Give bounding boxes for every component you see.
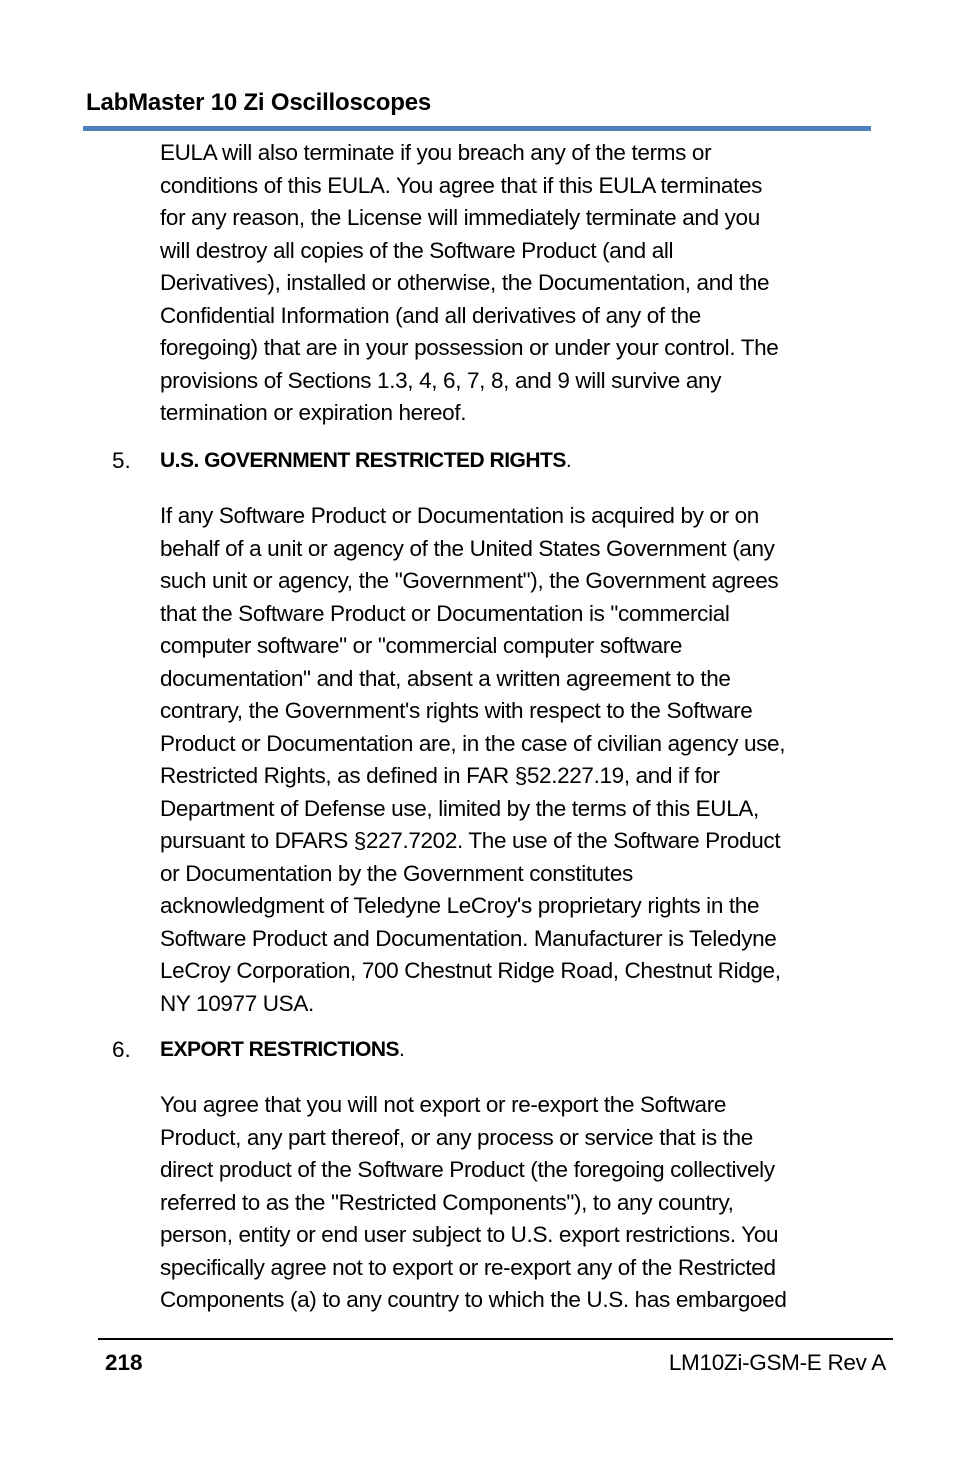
paragraph-line: Product or Documentation are, in the case of civilian agency use, bbox=[160, 730, 786, 756]
section-6-heading-text: EXPORT RESTRICTIONS bbox=[160, 1038, 400, 1061]
paragraph-line: Product, any part thereof, or any process or service that is the bbox=[160, 1124, 753, 1150]
paragraph-line: Derivatives), installed or otherwise, the Documentation, and the bbox=[160, 270, 770, 295]
paragraph-line: Restricted Rights, as defined in FAR §52.227.19, and if for bbox=[160, 763, 720, 788]
paragraph-line: will destroy all copies of the Software Product (and all bbox=[160, 237, 674, 263]
header-rule bbox=[83, 126, 871, 131]
paragraph-line: EULA will also terminate if you breach any of the terms or bbox=[160, 140, 712, 165]
paragraph-line: If any Software Product or Documentation is acquired by or on bbox=[160, 503, 759, 528]
paragraph-line: contrary, the Government's rights with respect to the Software bbox=[160, 698, 753, 723]
header-title: LabMaster 10 Zi Oscilloscopes bbox=[86, 89, 432, 116]
paragraph-line: that the Software Product or Documentation is "commercial bbox=[160, 600, 730, 626]
section-6-heading-suffix: . bbox=[399, 1038, 405, 1061]
paragraph-line: referred to as the "Restricted Components"), to any country, bbox=[160, 1189, 734, 1215]
paragraph-line: NY 10977 USA. bbox=[160, 990, 314, 1016]
paragraph-line: Components (a) to any country to which the U.S. has embargoed bbox=[160, 1287, 787, 1312]
paragraph-line: computer software" or "commercial computer software bbox=[160, 633, 683, 658]
section-6-paragraph bbox=[160, 1089, 870, 1317]
paragraph-line: such unit or agency, the "Government"), the Government agrees bbox=[160, 568, 779, 593]
paragraph-line: specifically agree not to export or re-export any of the Restricted bbox=[160, 1254, 776, 1280]
section-6-number: 6. bbox=[112, 1037, 131, 1062]
section-5-heading-suffix: . bbox=[565, 449, 572, 472]
page-number: 218 bbox=[105, 1350, 143, 1375]
paragraph-line: termination or expiration hereof. bbox=[160, 400, 467, 425]
paragraph-line: acknowledgment of Teledyne LeCroy's proprietary rights in the bbox=[160, 893, 760, 918]
paragraph-line: Software Product and Documentation. Manufacturer is Teledyne bbox=[160, 925, 777, 951]
intro-paragraph bbox=[160, 137, 870, 430]
paragraph-line: or Documentation by the Government constitutes bbox=[160, 860, 633, 886]
section-5-paragraph bbox=[160, 500, 870, 1020]
paragraph-line: person, entity or end user subject to U.S. export restrictions. You bbox=[160, 1222, 779, 1247]
paragraph-line: pursuant to DFARS §227.7202. The use of the Software Product bbox=[160, 828, 781, 853]
footer-rule bbox=[98, 1338, 893, 1340]
paragraph-line: provisions of Sections 1.3, 4, 6, 7, 8, and 9 will survive any bbox=[160, 367, 722, 393]
paragraph-line: behalf of a unit or agency of the United States Government (any bbox=[160, 535, 775, 561]
section-6-heading bbox=[160, 1034, 404, 1067]
paragraph-line: foregoing) that are in your possession or under your control. The bbox=[160, 335, 779, 360]
paragraph-line: for any reason, the License will immediately terminate and you bbox=[160, 205, 760, 230]
section-5-heading bbox=[160, 445, 571, 478]
paragraph-line: Department of Defense use, limited by the terms of this EULA, bbox=[160, 795, 759, 821]
paragraph-line: Confidential Information (and all derivatives of any of the bbox=[160, 302, 701, 328]
paragraph-line: conditions of this EULA. You agree that if this EULA terminates bbox=[160, 172, 763, 198]
section-5-number: 5. bbox=[112, 448, 131, 473]
paragraph-line: documentation" and that, absent a written agreement to the bbox=[160, 665, 731, 691]
paragraph-line: direct product of the Software Product (the foregoing collectively bbox=[160, 1157, 775, 1182]
paragraph-line: LeCroy Corporation, 700 Chestnut Ridge Road, Chestnut Ridge, bbox=[160, 958, 781, 983]
document-id: LM10Zi-GSM-E Rev A bbox=[668, 1350, 886, 1375]
paragraph-line: You agree that you will not export or re-export the Software bbox=[160, 1092, 727, 1117]
section-5-heading-text: U.S. GOVERNMENT RESTRICTED RIGHTS bbox=[160, 449, 566, 472]
